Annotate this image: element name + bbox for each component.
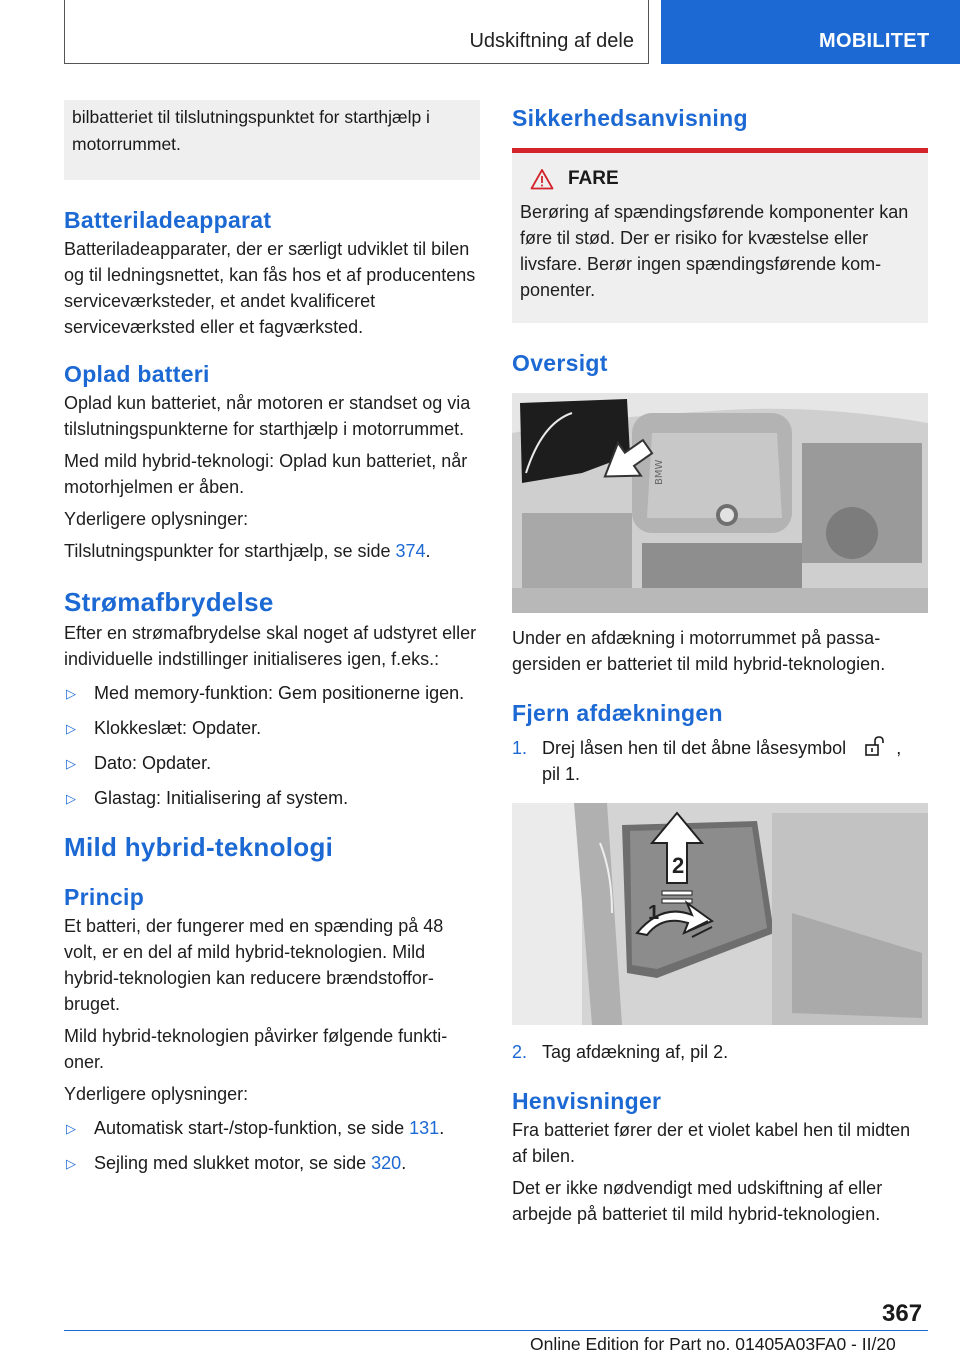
- remove-steps-2: [512, 1039, 928, 1065]
- triangle-bullet-icon: ▷: [66, 791, 76, 806]
- step-item: [512, 735, 928, 787]
- list-item: [64, 1150, 480, 1176]
- warning-text: Berøring af spændingsførende komponenter kan føre til stød. Der er risiko for kvæstelse eller livsfare. Berør ingen spændingsførende komponenter.: [520, 202, 909, 300]
- outage-list: [64, 680, 480, 811]
- triangle-bullet-icon: ▷: [66, 756, 76, 771]
- triangle-bullet-icon: ▷: [66, 721, 76, 736]
- list-item-text: Automatisk start-/stop-funktion, se side: [94, 1118, 410, 1138]
- warning-box: [512, 153, 928, 323]
- charge-ref-text: Tilslutningspunkter for starthjælp, se side: [64, 541, 396, 561]
- footer-edition: Online Edition for Part no. 01405A03FA0 - II/20: [530, 1334, 896, 1354]
- outage-heading: Strømafbrydelse: [64, 587, 274, 617]
- step-item: [512, 1039, 928, 1065]
- principle-text-2: Mild hybrid-teknologien påvirker følgende funktioner.: [64, 1026, 448, 1072]
- engine-bay-photo: [512, 393, 928, 613]
- step-number: 1.: [512, 738, 528, 758]
- step-number: 2.: [512, 1042, 528, 1062]
- footer-divider: [64, 1330, 928, 1331]
- warning-header: [520, 163, 920, 195]
- list-item: [64, 750, 480, 776]
- list-item: [64, 1115, 480, 1141]
- step-text-line2: pil 1.: [542, 764, 581, 784]
- charge-text-2: Med mild hybrid-teknologi: Oplad kun batteriet, når motorhjelmen er åben.: [64, 451, 468, 497]
- warning-triangle-icon: [530, 168, 554, 190]
- list-item-text: Glastag: Initialisering af system.: [94, 788, 349, 808]
- overview-heading: Oversigt: [512, 350, 608, 376]
- charger-text: Batteriladeapparater, der er særligt udviklet til bilen og til ledningsnettet, kan fås hos et af producentens serviceværksteder, et andet kvalificeret serviceværksted eller et fagværksted.: [64, 239, 476, 337]
- list-item-text: Med memory-funktion: Gem positionerne igen.: [94, 683, 465, 703]
- remove-steps: [512, 735, 928, 787]
- notes-text-1: Fra batteriet fører der et violet kabel hen til midten af bilen.: [512, 1120, 911, 1166]
- triangle-bullet-icon: ▷: [66, 686, 76, 701]
- triangle-bullet-icon: ▷: [66, 1121, 76, 1136]
- remove-heading: Fjern afdækningen: [512, 700, 723, 726]
- warning-label: FARE: [568, 168, 619, 189]
- principle-text-3: Yderligere oplysninger:: [64, 1084, 249, 1104]
- list-item-end: .: [439, 1118, 445, 1138]
- charge-heading: Oplad batteri: [64, 361, 210, 387]
- list-item: [64, 680, 480, 706]
- step-text: Tag afdækning af, pil 2.: [542, 1042, 729, 1062]
- cover-removal-photo: [512, 803, 928, 1025]
- charger-heading: Batteriladeapparat: [64, 207, 272, 233]
- page-ref-link[interactable]: 374: [395, 541, 426, 561]
- chapter-title: MOBILITET: [819, 30, 930, 52]
- intro-text: bilbatteriet til tilslutningspunktet for starthjælp i motorrummet.: [72, 107, 430, 154]
- step-text-end: ,: [896, 738, 902, 758]
- list-item-text: Klokkeslæt: Opdater.: [94, 718, 262, 738]
- safety-heading: Sikkerhedsanvisning: [512, 105, 748, 131]
- list-item-text: Dato: Opdater.: [94, 753, 212, 773]
- step-text: Drej låsen hen til det åbne låsesymbol: [542, 738, 847, 758]
- unlock-icon: [863, 735, 885, 757]
- charge-text-3: Yderligere oplysninger:: [64, 509, 249, 529]
- header-section-box: [64, 0, 649, 64]
- list-item: [64, 715, 480, 741]
- principle-heading: Princip: [64, 884, 145, 910]
- list-item-text: Sejling med slukket motor, se side: [94, 1153, 372, 1173]
- page-number: 367: [882, 1300, 923, 1327]
- notes-heading: Henvisninger: [512, 1088, 662, 1114]
- arrow-label-1: 1: [648, 902, 660, 924]
- mild-hybrid-heading: Mild hybrid-teknologi: [64, 832, 334, 862]
- engine-brand-text: BMW: [654, 459, 665, 485]
- left-column: [64, 100, 480, 1185]
- principle-text-1: Et batteri, der fungerer med en spænding på 48 volt, er en del af mild hybrid-teknologien. Mild hybrid-teknologien kan reducere brændstofforbruget.: [64, 916, 444, 1014]
- overview-text: Under en afdækning i motorrummet på passagersiden er batteriet til mild hybrid-teknologien.: [512, 628, 886, 674]
- page-ref-link[interactable]: 131: [409, 1118, 440, 1138]
- outage-text: Efter en strømafbrydelse skal noget af udstyret eller individuelle indstillinger initialiseres igen, f.eks.:: [64, 623, 477, 669]
- right-column: [512, 100, 928, 1227]
- list-item: [64, 785, 480, 811]
- section-title: Udskiftning af dele: [469, 30, 634, 52]
- notes-text-2: Det er ikke nødvendigt med udskiftning af eller arbejde på batteriet til mild hybrid-teknologien.: [512, 1178, 883, 1224]
- principle-list: [64, 1115, 480, 1176]
- header-chapter-tab[interactable]: [661, 0, 960, 64]
- list-item-end: .: [401, 1153, 407, 1173]
- charge-text-4: [64, 538, 480, 564]
- charge-text-1: Oplad kun batteriet, når motoren er standset og via tilslutningspunkterne for starthjælp i motorrummet.: [64, 393, 471, 439]
- triangle-bullet-icon: ▷: [66, 1156, 76, 1171]
- arrow-label-2: 2: [672, 853, 685, 878]
- intro-box: [64, 100, 480, 180]
- charge-ref-end: .: [425, 541, 431, 561]
- page-ref-link[interactable]: 320: [371, 1153, 402, 1173]
